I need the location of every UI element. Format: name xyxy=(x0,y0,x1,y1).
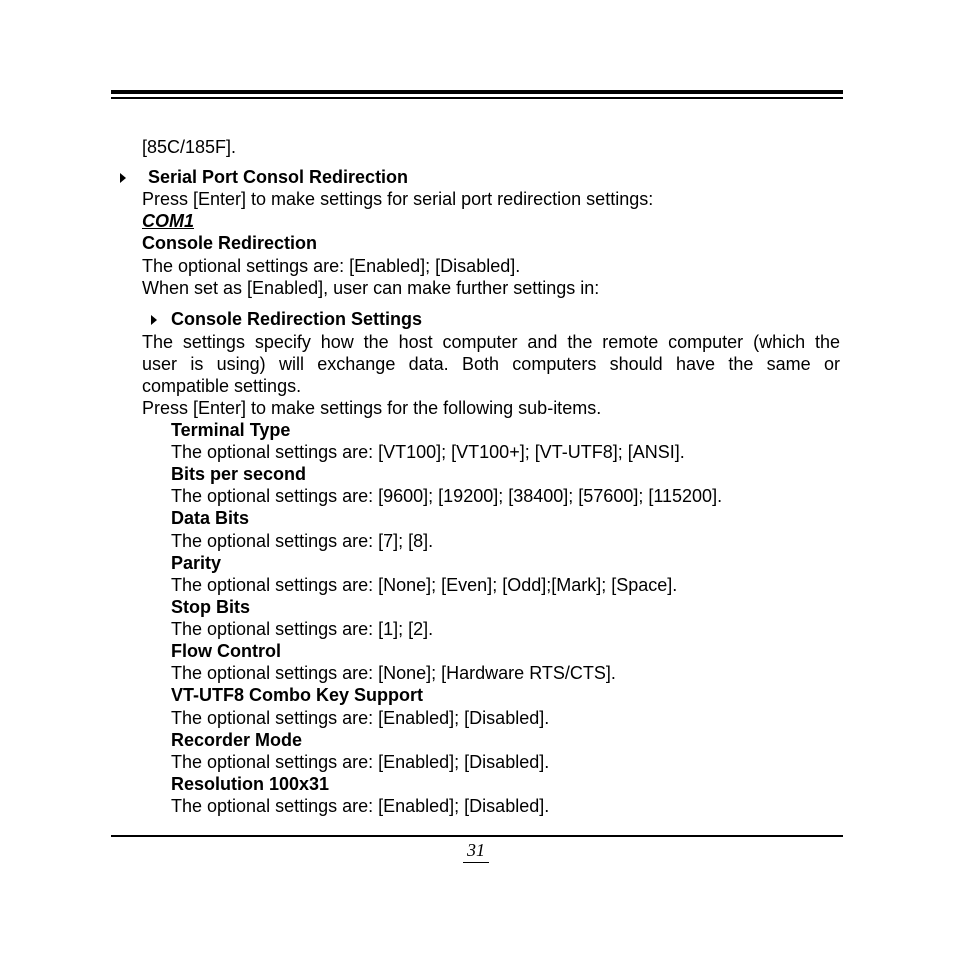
subsection-description-last: compatible settings. xyxy=(142,376,302,396)
item-name: Terminal Type xyxy=(171,420,291,440)
subsection-description-line: The settings specify how the host computer and the remote computer (which the xyxy=(142,332,840,352)
item-options: The optional settings are: [None]; [Hardware RTS/CTS]. xyxy=(171,663,616,683)
bullet-arrow-icon xyxy=(120,173,126,183)
bullet-arrow-icon xyxy=(151,315,157,325)
item-name: Stop Bits xyxy=(171,597,250,617)
item-name: Recorder Mode xyxy=(171,730,303,750)
section-instruction: Press [Enter] to make settings for serial port redirection settings: xyxy=(142,189,654,209)
item-options: The optional settings are: [VT100]; [VT100+]; [VT-UTF8]; [ANSI]. xyxy=(171,442,685,462)
item-options: The optional settings are: [None]; [Even]; [Odd];[Mark]; [Space]. xyxy=(171,575,678,595)
item-options: The optional settings are: [Enabled]; [Disabled]. xyxy=(171,752,550,772)
console-redirection-options: The optional settings are: [Enabled]; [Disabled]. xyxy=(142,256,521,276)
item-options: The optional settings are: [9600]; [19200]; [38400]; [57600]; [115200]. xyxy=(171,486,723,506)
footer-rule xyxy=(111,835,843,837)
page-number: 31 xyxy=(467,840,485,860)
subsection-instruction: Press [Enter] to make settings for the following sub-items. xyxy=(142,398,602,418)
item-options: The optional settings are: [7]; [8]. xyxy=(171,531,434,551)
console-redirection-title: Console Redirection xyxy=(142,233,318,253)
subsection-description-line: user is using) will exchange data. Both computers should have the same or xyxy=(142,354,840,374)
port-label: COM1 xyxy=(142,211,195,231)
item-name: Bits per second xyxy=(171,464,307,484)
item-name: Flow Control xyxy=(171,641,281,661)
item-name: Data Bits xyxy=(171,508,250,528)
subsection-title: Console Redirection Settings xyxy=(171,309,423,329)
console-redirection-note: When set as [Enabled], user can make further settings in: xyxy=(142,278,600,298)
header-rule-thick xyxy=(111,90,843,94)
section-title: Serial Port Consol Redirection xyxy=(148,167,409,187)
item-options: The optional settings are: [Enabled]; [Disabled]. xyxy=(171,708,550,728)
item-name: Resolution 100x31 xyxy=(171,774,330,794)
item-name: Parity xyxy=(171,553,222,573)
item-name: VT-UTF8 Combo Key Support xyxy=(171,685,423,705)
intro-fragment: [85C/185F]. xyxy=(142,137,237,157)
page-number-underline xyxy=(463,862,489,863)
item-options: The optional settings are: [1]; [2]. xyxy=(171,619,434,639)
header-rule-thin xyxy=(111,97,843,99)
item-options: The optional settings are: [Enabled]; [Disabled]. xyxy=(171,796,550,816)
